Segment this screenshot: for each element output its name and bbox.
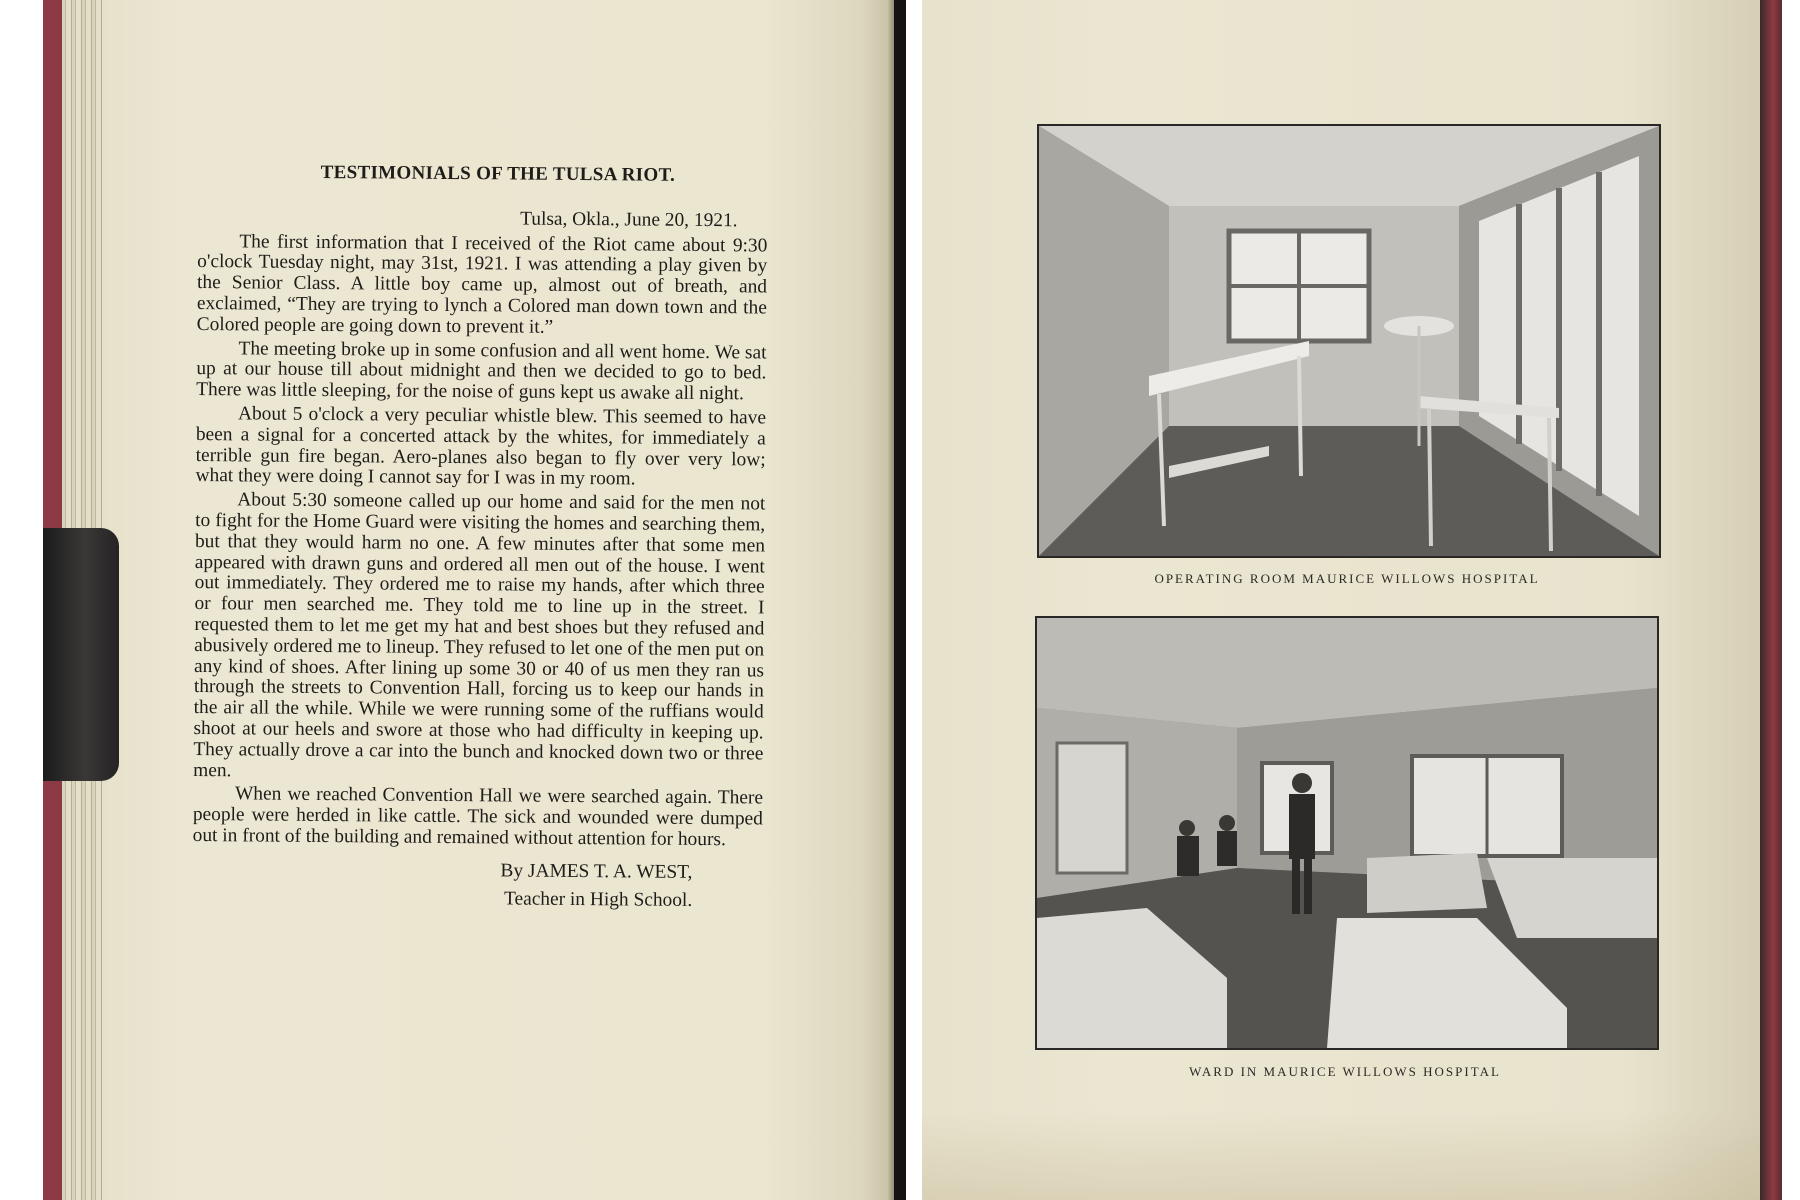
signature-title: Teacher in High School. xyxy=(503,888,693,911)
ward-photo xyxy=(1035,616,1659,1050)
paragraph-3: About 5 o'clock a very peculiar whistle blew. This seemed to have been a signal for a concerted attack by the whites, for immediately a terrible gun fire began. Aero-planes also began to fly over very low; what they were doing I cannot say for I was in my room. xyxy=(195,403,767,490)
dateline: Tulsa, Okla., June 20, 1921. xyxy=(520,208,738,232)
paragraph-4: About 5:30 someone called up our home and said for the men not to fight for the Home Guard were visiting the homes and searching them, but that they would harm no one. A few minutes after that some men appeared with drawn guns and ordered all men out of the house. I went out immediately. They ordered me to raise my hands, after which three or four men searched me. They told me to line up in the street. I requested them to let me get my hat and best shoes but they refused and abusively ordered me to lineup. They refused to let one of the men put on any kind of shoes. After lining up some 30 or 40 of us men they ran us through the streets to Convention Hall, forcing us to keep our hands in the air all the while. While we were running some of the ruffians would shoot at our heels and swore at those who had difficulty in keeping up. They actually drove a car into the bunch and knocked down two or three men. xyxy=(193,489,766,781)
signature xyxy=(192,855,762,915)
testimonial-text xyxy=(192,162,768,915)
paragraph-2: The meeting broke up in some confusion and all went home. We sat up at our house till about midnight and then we decided to go to bed. There was little sleeping, for the noise of guns kept us awake all night. xyxy=(196,337,767,405)
right-book-cover xyxy=(1760,0,1782,1200)
signature-name: By JAMES T. A. WEST, xyxy=(500,860,693,883)
paragraph-5: When we reached Convention Hall we were searched again. There people were herded in like cattle. The sick and wounded were dumped out in front of the building and remained without attention for hours. xyxy=(192,783,764,851)
ward-caption: WARD IN MAURICE WILLOWS HOSPITAL xyxy=(1189,1064,1501,1079)
page-title: TESTIMONIALS OF THE TULSA RIOT. xyxy=(320,161,676,186)
page-stain xyxy=(922,1110,1764,1200)
operating-room-photo xyxy=(1037,124,1661,558)
paragraph-1: The first information that I received of the Riot came about 9:30 o'clock Tuesday night, may 31st, 1921. I was attending a play given by the Senior Class. A little boy came up, almost out of breath, and exclaimed, “They are trying to lynch a Colored man down town and the Colored people are going down to prevent it.” xyxy=(196,230,768,338)
binding-clip xyxy=(43,528,119,781)
operating-room-caption: OPERATING ROOM MAURICE WILLOWS HOSPITAL xyxy=(1154,571,1540,586)
